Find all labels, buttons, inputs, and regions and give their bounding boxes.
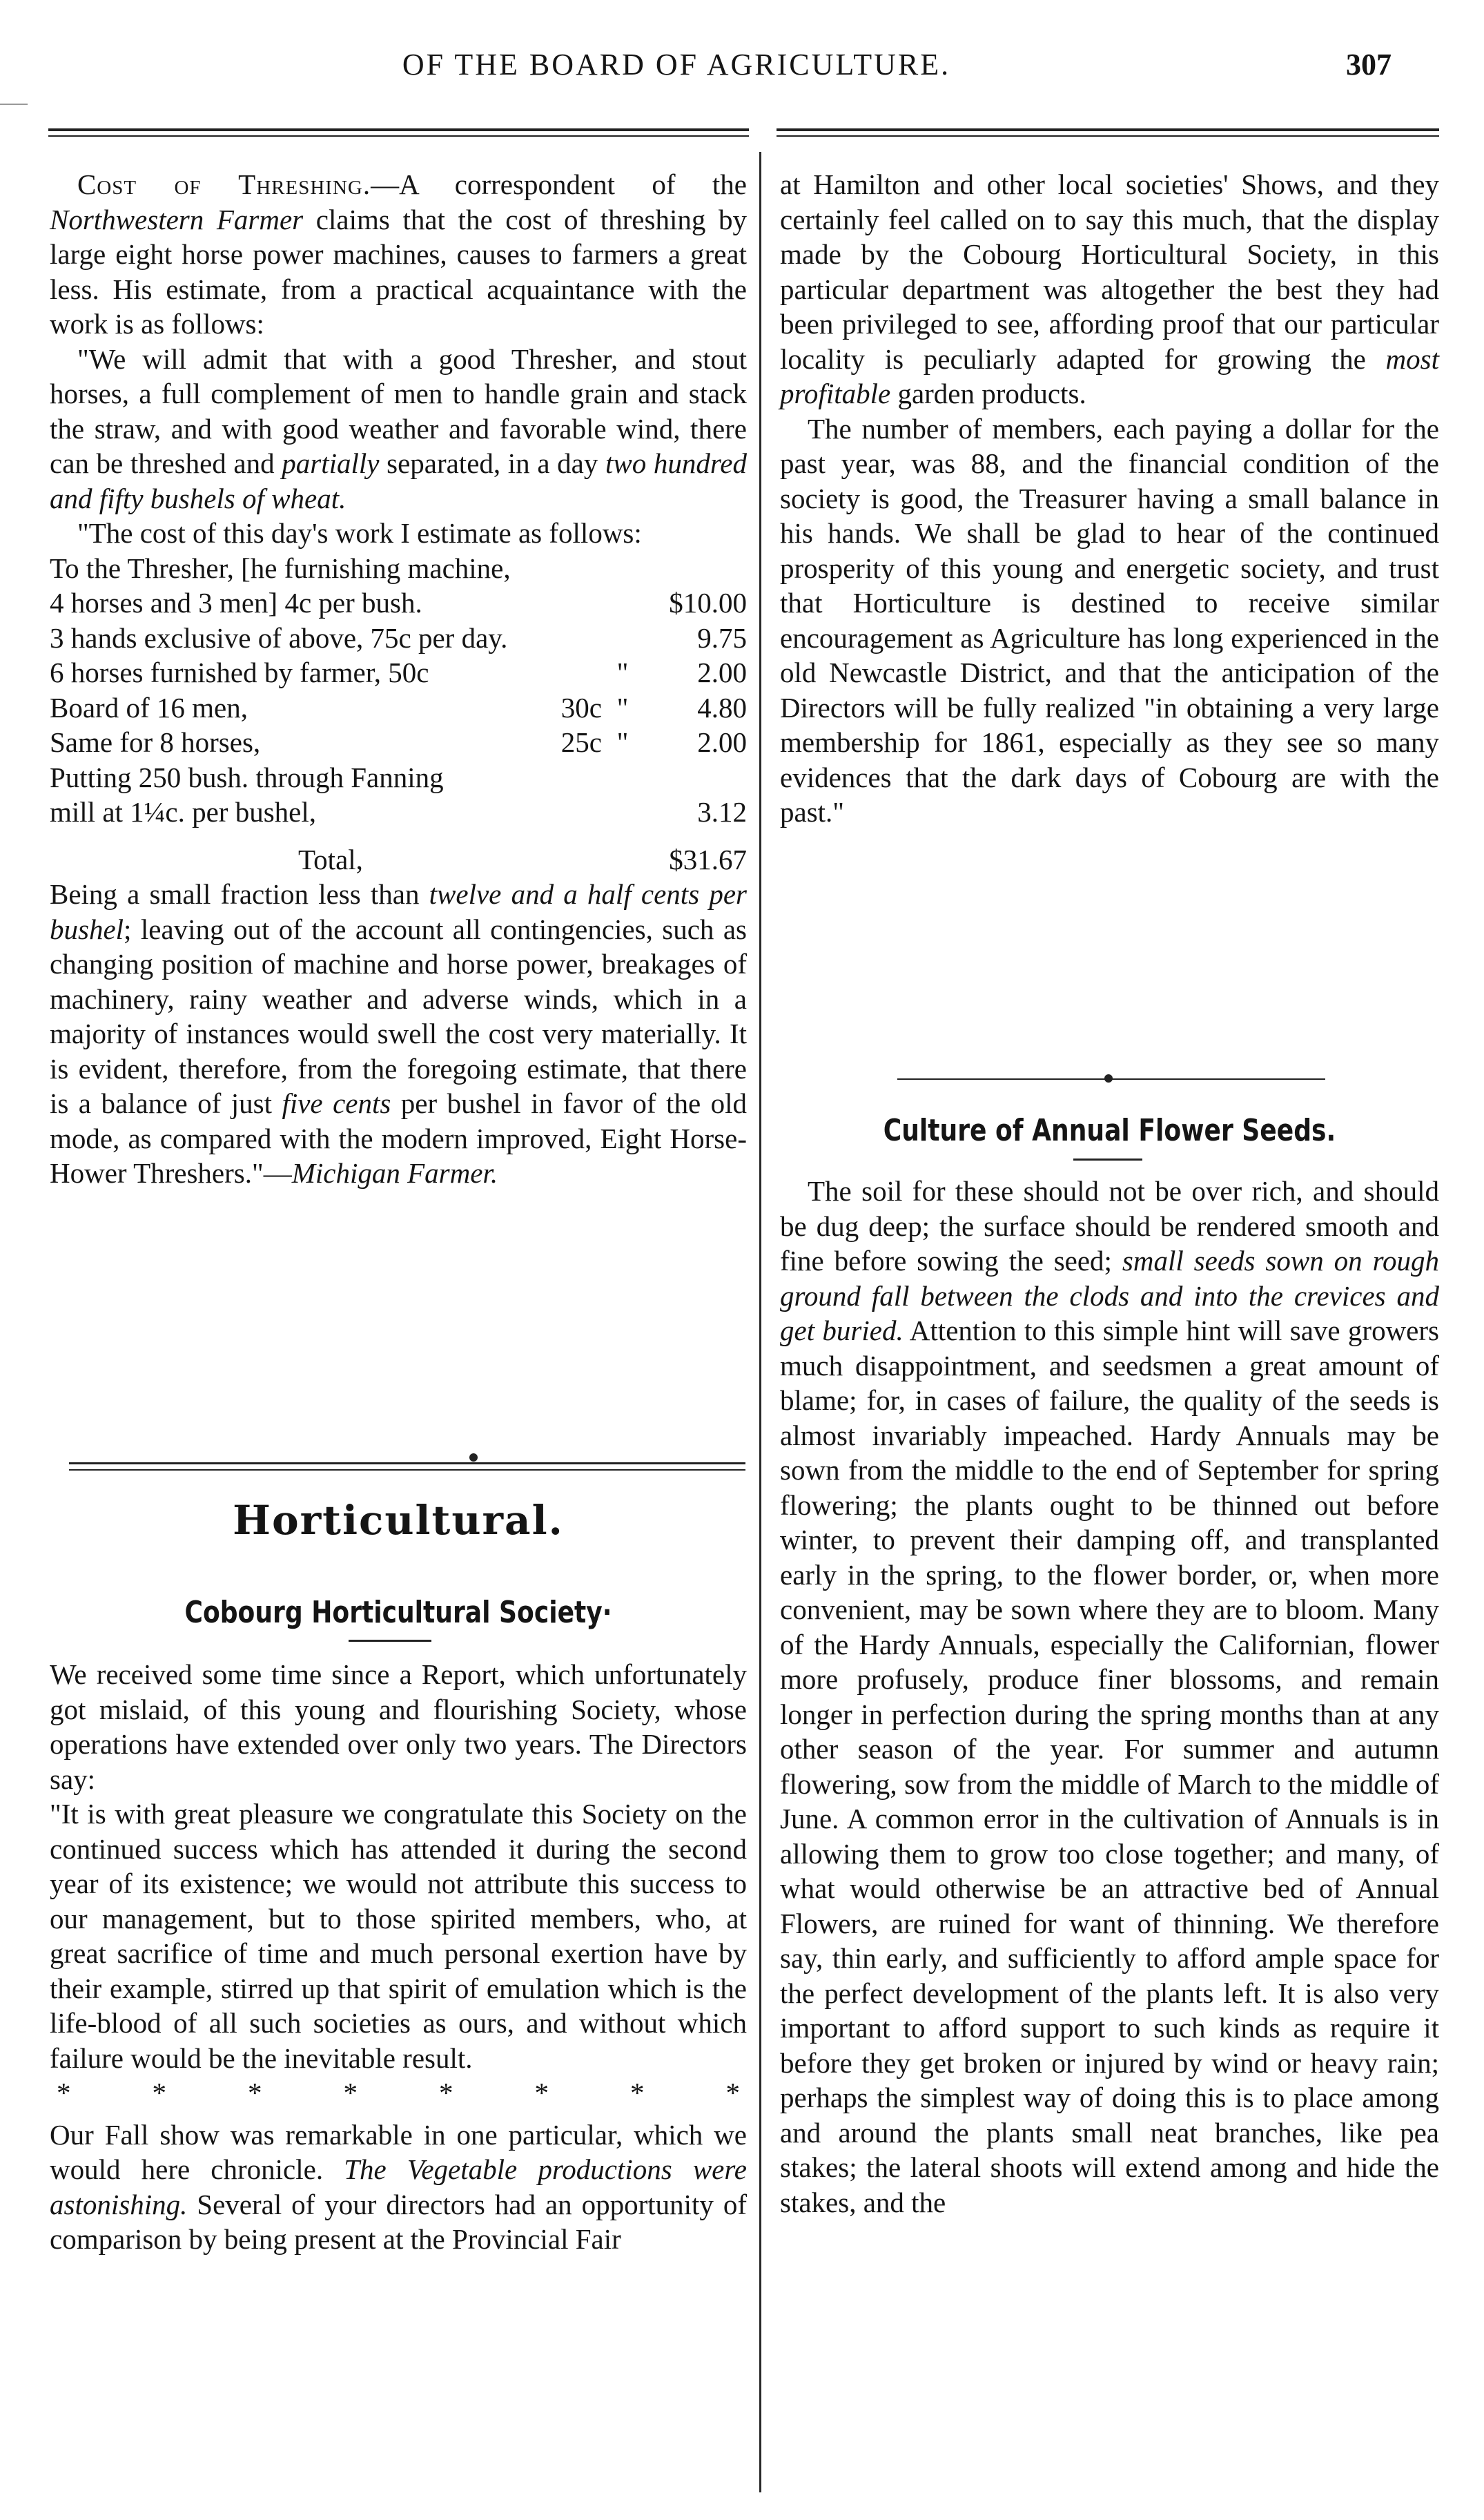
ledger-amount [643,551,747,586]
cobourg-article [50,1657,747,2257]
ledger-label: 6 horses furnished by farmer, 50c [50,657,429,688]
cobourg-paragraph-2: "It is with great pleasure we congratulate this Society on the continued success which has attended it during the second year of its existence; we would not attribute this success to our management, but to those spirited members, who, at great sacrifice of time and much personal exertion have by their example, stirred up that spirit of emulation which is the life-blood of all such societies as ours, and without which failure would be the inevitable result. [50,1798,747,2074]
cobourg-paragraph-3: Our Fall show was remarkable in one particular, which we would here chronicle. The Vegetable productions were astonishing. Several of your directors had an opportunity of comparison by being present at the Provincial Fair [50,2118,747,2255]
threshing-paragraph-4: Being a small fraction less than twelve and a half cents per bushel; leaving out of the account all contingencies, such as changing position of machine and horse power, breakages of machinery, rainy weather and adverse winds, which in a majority of instances would swell the cost very materially. It is evident, therefore, from the foregoing estimate, that there is a balance of just five cents per bushel in favor of the old mode, as compared with the modern improved, Eight Horse-Hower Threshers."—Michigan Farmer. [50,878,747,1189]
ledger-amount: 2.00 [697,657,747,688]
margin-mark [0,104,28,105]
ledger-rate [557,621,602,656]
cobourg-paragraph-5: The number of members, each paying a dollar for the past year, was 88, and the financial condition of the society is good, the Treasurer having a small balance in his hands. We shall be glad to hear of the continued prosperity of this young and energetic society, and trust that Horticulture is destined to receive similar encouragement as Agriculture has long experienced in the old Newcastle District, and that the anticipation of the Directors will be fully realized "in obtaining a very large membership for 1861, especially as they see so many evidences that the dark days of Cobourg are with the past." [780,412,1439,828]
cobourg-article-continued [780,167,1439,830]
total-amount: $31.67 [669,843,747,875]
ledger-ditto [602,795,643,830]
seeds-heading-underline [1073,1159,1142,1161]
threshing-lead: Cost of Threshing. [77,168,371,200]
cobourg-paragraph-4: at Hamilton and other local societies' Shows, and they certainly feel called on to say this much, that the display made by the Cobourg Horticultural Society, in this particular department was altogether the best they had been privileged to see, affording proof that our particular locality is peculiarly adapted for growing the most profitable garden products. [780,168,1439,409]
asterisk: * [57,2077,71,2109]
ledger-rate: 30c [560,691,602,724]
asterisk-row [50,2075,747,2111]
header-rule-left-thin [48,135,749,137]
ledger-label: Same for 8 horses, [50,726,261,758]
asterisk: * [439,2077,453,2109]
asterisk: * [152,2077,166,2109]
ledger-row [50,760,747,795]
asterisk: * [248,2077,262,2109]
ledger-amount: $10.00 [669,587,747,619]
department-heading: Horticultural. [233,1497,564,1544]
heading-underline [349,1640,431,1642]
asterisk: * [630,2077,645,2109]
article-separator-dot [1104,1074,1113,1083]
ledger-row [50,621,747,656]
header-rule-right-thick [777,128,1439,131]
asterisk: * [343,2077,358,2109]
source-northwestern-farmer: Northwestern Farmer [50,203,304,235]
source-michigan-farmer: Michigan Farmer. [291,1157,498,1189]
ledger-label: 3 hands exclusive of above, 75c per day. [50,621,508,654]
ledger-row [50,655,747,690]
total-label: Total, [298,843,363,875]
running-title: OF THE BOARD OF AGRICULTURE. [402,48,951,81]
ledger-label: mill at 1¼c. per bushel, [50,796,316,828]
ledger-row [50,690,747,726]
threshing-article [50,167,747,1191]
ledger-amount [643,760,747,795]
ledger-amount: 4.80 [697,691,747,724]
header-rule-right-thin [777,135,1439,137]
ledger-rate [557,655,602,690]
cost-ledger [50,551,747,878]
ledger-ditto: " [616,726,629,758]
ledger-ditto [602,760,643,795]
ledger-label: Putting 250 bush. through Fanning [50,761,444,793]
ledger-ditto [602,551,643,586]
seeds-article [780,1174,1439,2220]
ledger-ditto: " [616,691,629,724]
ledger-amount: 2.00 [697,726,747,758]
ledger-ditto: " [616,657,629,688]
separator-dot [469,1453,478,1462]
threshing-paragraph-2: "We will admit that with a good Thresher, and stout horses, a full complement of men to handle grain and stack the straw, and with good weather and favorable wind, there can be threshed and partially separated, in a day two hundred and fifty bushels of wheat. [50,342,748,514]
ledger-rate: 25c [560,726,602,758]
ledger-total-row [50,830,747,878]
ledger-rate [557,585,602,621]
ledger-amount: 9.75 [697,621,747,654]
ledger-label: To the Thresher, [he furnishing machine, [50,552,511,584]
ledger-ditto [602,621,643,656]
ledger-rate [557,551,602,586]
section-rule-thin [69,1469,745,1471]
threshing-paragraph-1: Cost of Threshing.—A correspondent of the Northwestern Farmer claims that the cost of threshing by large eight horse power machines, causes to farmers a great less. His estimate, from a practical acquaintance with the work is as follows: [50,168,747,340]
threshing-paragraph-3: "The cost of this day's work I estimate as follows: [77,517,642,549]
asterisk: * [725,2077,740,2109]
cobourg-heading: Cobourg Horticultural Society· [184,1595,612,1630]
column-divider [759,152,761,2492]
seeds-paragraph-1: The soil for these should not be over rich, and should be dug deep; the surface should be rendered smooth and fine before sowing the seed; small seeds sown on rough ground fall between the clods and into the crevices and get buried. Attention to this simple hint will save growers much disappointment, and seedsmen a great amount of blame; for, in cases of failure, the quality of the seeds is almost invariably impeached. Hardy Annuals may be sown from the middle to the end of September for spring flowering; the plants ought to be thinned out before winter, to prevent their damping off, and transplanted early in the spring, to the flower border, or, when more convenient, may be sown where they are to bloom. Many of the Hardy Annuals, especially the Californian, flower more profusely, produce finer blossoms, and remain longer in perfection during the spring months than at any other season of the year. For summer and autumn flowering, sow from the middle of March to the middle of June. A common error in the cultivation of Annuals is in allowing them to grow too close together; and many, of what would otherwise be an attractive bed of Annual Flowers, are ruined for want of thinning. We therefore say, thin early, and sufficiently to afford ample space for the perfect development of the plants left. It is also very important to afford support to such kinds as require it before they get broken or injured by wind or heavy rain; perhaps the simplest way of doing this is to place among and around the plants small neat branches, like pea stakes; the lateral shoots will extend among and hide the stakes, and the [780,1175,1440,2218]
ledger-row [50,585,747,621]
ledger-row [50,795,747,830]
cobourg-paragraph-1: We received some time since a Report, which unfortunately got mislaid, of this young and flourishing Society, whose operations have extended over only two years. The Directors say: [50,1658,747,1795]
ledger-amount: 3.12 [697,796,747,828]
ledger-label: 4 horses and 3 men] 4c per bush. [50,587,422,619]
ledger-row [50,551,747,586]
asterisk: * [534,2077,549,2109]
page-number: 307 [1346,48,1392,81]
section-rule-thick [69,1462,745,1464]
seeds-heading: Culture of Annual Flower Seeds. [883,1113,1336,1148]
ledger-row [50,725,747,760]
ledger-rate [557,795,602,830]
ledger-ditto [602,585,643,621]
ledger-label: Board of 16 men, [50,691,248,724]
ledger-rate [557,760,602,795]
header-rule-left-thick [48,128,749,131]
